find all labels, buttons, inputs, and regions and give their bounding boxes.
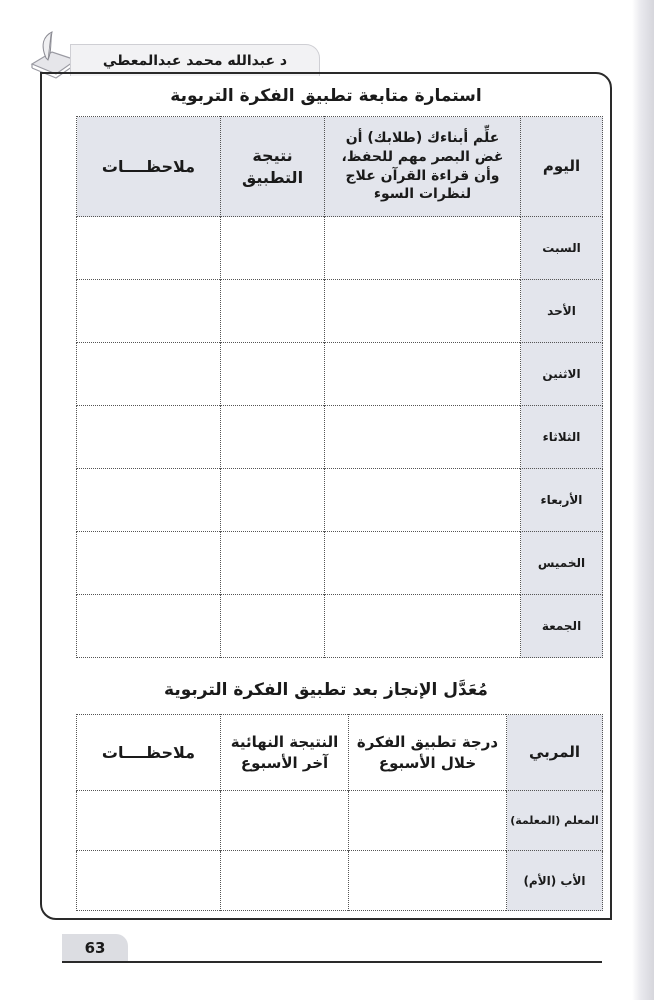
day-label: الجمعة [521, 595, 603, 658]
form2-title: مُعَدَّل الإنجاز بعد تطبيق الفكرة التربوية [164, 680, 488, 700]
notes-cell[interactable] [77, 343, 221, 406]
header-final: النتيجة النهائية آخر الأسبوع [221, 715, 349, 791]
table-row [77, 406, 603, 469]
result-cell[interactable] [221, 532, 325, 595]
result-cell[interactable] [221, 595, 325, 658]
instruction-cell[interactable] [325, 595, 521, 658]
result-cell[interactable] [221, 343, 325, 406]
notes-cell[interactable] [77, 469, 221, 532]
day-label: الثلاثاء [521, 406, 603, 469]
table-row [77, 791, 603, 851]
instruction-cell[interactable] [325, 280, 521, 343]
achievement-table [76, 714, 603, 911]
table-row [77, 217, 603, 280]
notes-cell[interactable] [77, 851, 221, 911]
final-cell[interactable] [221, 851, 349, 911]
table-row [77, 851, 603, 911]
day-label: الخميس [521, 532, 603, 595]
table-row [77, 532, 603, 595]
author-name: د عبدالله محمد عبدالمعطي [70, 44, 320, 76]
day-label: الاثنين [521, 343, 603, 406]
header-notes: ملاحظــــات [77, 715, 221, 791]
educator-label: المعلم (المعلمة) [507, 791, 603, 851]
result-cell[interactable] [221, 469, 325, 532]
instruction-cell[interactable] [325, 532, 521, 595]
header-result: نتيجة التطبيق [221, 117, 325, 217]
page-number: 63 [62, 934, 128, 962]
header-notes: ملاحظــــات [77, 117, 221, 217]
final-cell[interactable] [221, 791, 349, 851]
notes-cell[interactable] [77, 595, 221, 658]
result-cell[interactable] [221, 406, 325, 469]
table-row [77, 469, 603, 532]
table-row [77, 595, 603, 658]
table-row [77, 280, 603, 343]
result-cell[interactable] [221, 217, 325, 280]
table-row [77, 343, 603, 406]
header-degree: درجة تطبيق الفكرة خلال الأسبوع [349, 715, 507, 791]
footer-divider [62, 961, 602, 963]
result-cell[interactable] [221, 280, 325, 343]
degree-cell[interactable] [349, 791, 507, 851]
form1-title: استمارة متابعة تطبيق الفكرة التربوية [170, 86, 482, 106]
header-educator: المربي [507, 715, 603, 791]
notes-cell[interactable] [77, 280, 221, 343]
instruction-cell[interactable] [325, 217, 521, 280]
header-day: اليوم [521, 117, 603, 217]
instruction-cell[interactable] [325, 343, 521, 406]
day-label: الأربعاء [521, 469, 603, 532]
notes-cell[interactable] [77, 791, 221, 851]
instruction-cell[interactable] [325, 469, 521, 532]
notes-cell[interactable] [77, 217, 221, 280]
day-label: الأحد [521, 280, 603, 343]
day-label: السبت [521, 217, 603, 280]
header-instruction: علِّم أبناءك (طلابك) أن غض البصر مهم للحفظ، وأن قراءة القرآن علاج لنظرات السوء [325, 117, 521, 217]
educator-label: الأب (الأم) [507, 851, 603, 911]
notes-cell[interactable] [77, 406, 221, 469]
notes-cell[interactable] [77, 532, 221, 595]
followup-table [76, 116, 603, 658]
page-edge [632, 0, 654, 1000]
instruction-cell[interactable] [325, 406, 521, 469]
degree-cell[interactable] [349, 851, 507, 911]
